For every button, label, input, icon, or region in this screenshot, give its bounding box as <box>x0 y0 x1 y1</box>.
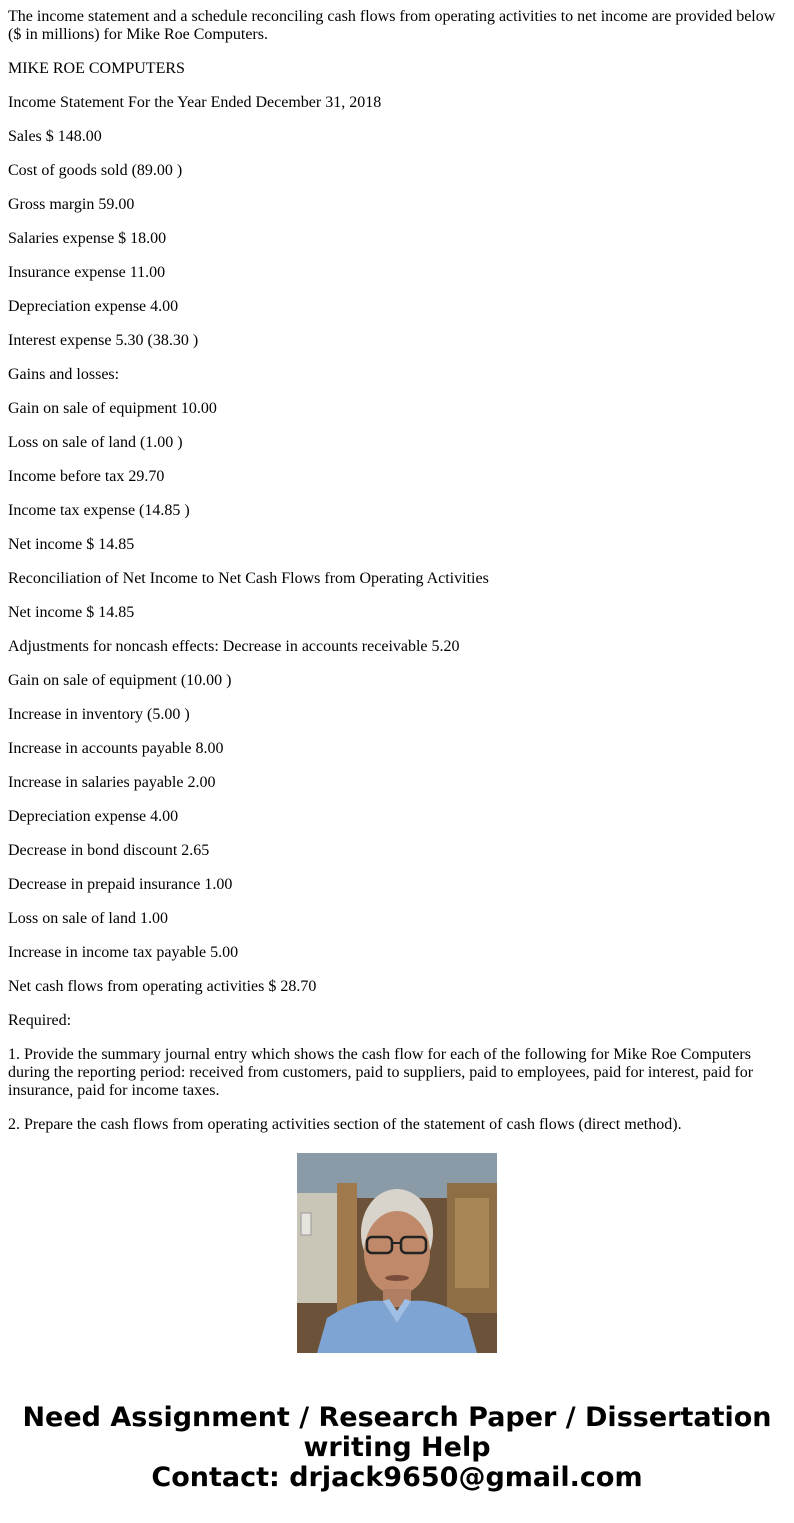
avatar <box>297 1153 497 1353</box>
document-body <box>8 8 786 1133</box>
recon-line-net-cash-flows: Net cash flows from operating activities $ 28.70 <box>8 978 317 995</box>
income-line-net-income: Net income $ 14.85 <box>8 536 135 553</box>
company-name: MIKE ROE COMPUTERS <box>8 60 185 77</box>
recon-line-salaries-payable: Increase in salaries payable 2.00 <box>8 774 216 791</box>
promo-line-1: Need Assignment / Research Paper / Dissertation <box>22 1402 772 1433</box>
recon-line-inventory: Increase in inventory (5.00 ) <box>8 706 190 723</box>
income-line-gain-equipment: Gain on sale of equipment 10.00 <box>8 400 217 417</box>
intro-paragraph: The income statement and a schedule reconciling cash flows from operating activities to net income are provided below ($ in millions) for Mike Roe Computers. <box>8 8 776 43</box>
required-item-2: 2. Prepare the cash flows from operating activities section of the statement of cash flows (direct method). <box>8 1116 682 1133</box>
recon-line-gain-equipment: Gain on sale of equipment (10.00 ) <box>8 672 232 689</box>
income-line-loss-land: Loss on sale of land (1.00 ) <box>8 434 183 451</box>
recon-line-net-income: Net income $ 14.85 <box>8 604 135 621</box>
promo-line-2: writing Help <box>303 1432 491 1463</box>
recon-line-bond-discount: Decrease in bond discount 2.65 <box>8 842 210 859</box>
recon-line-accounts-payable: Increase in accounts payable 8.00 <box>8 740 224 757</box>
required-item-1: 1. Provide the summary journal entry which shows the cash flow for each of the following for Mike Roe Computers during the reporting period: received from customers, paid to suppliers, paid to employees, paid for interest, paid for insurance, paid for income taxes. <box>8 1046 754 1099</box>
recon-line-income-tax-payable: Increase in income tax payable 5.00 <box>8 944 239 961</box>
recon-line-loss-land: Loss on sale of land 1.00 <box>8 910 168 927</box>
income-statement-heading: Income Statement For the Year Ended December 31, 2018 <box>8 94 382 111</box>
income-line-sales: Sales $ 148.00 <box>8 128 102 145</box>
income-line-insurance: Insurance expense 11.00 <box>8 264 166 281</box>
income-line-income-before-tax: Income before tax 29.70 <box>8 468 165 485</box>
income-line-interest: Interest expense 5.30 (38.30 ) <box>8 332 199 349</box>
income-line-tax-expense: Income tax expense (14.85 ) <box>8 502 190 519</box>
avatar-photo <box>297 1153 497 1353</box>
recon-line-depreciation: Depreciation expense 4.00 <box>8 808 179 825</box>
income-line-depreciation: Depreciation expense 4.00 <box>8 298 179 315</box>
recon-line-prepaid-insurance: Decrease in prepaid insurance 1.00 <box>8 876 233 893</box>
promo-banner <box>0 1403 794 1493</box>
required-label: Required: <box>8 1012 72 1029</box>
income-line-gains-losses: Gains and losses: <box>8 366 120 383</box>
income-line-salaries: Salaries expense $ 18.00 <box>8 230 167 247</box>
promo-contact: Contact: drjack9650@gmail.com <box>151 1462 643 1493</box>
income-line-gross-margin: Gross margin 59.00 <box>8 196 135 213</box>
reconciliation-heading: Reconciliation of Net Income to Net Cash Flows from Operating Activities <box>8 570 489 587</box>
recon-line-accounts-receivable: Adjustments for noncash effects: Decrease in accounts receivable 5.20 <box>8 638 460 655</box>
income-line-cogs: Cost of goods sold (89.00 ) <box>8 162 183 179</box>
